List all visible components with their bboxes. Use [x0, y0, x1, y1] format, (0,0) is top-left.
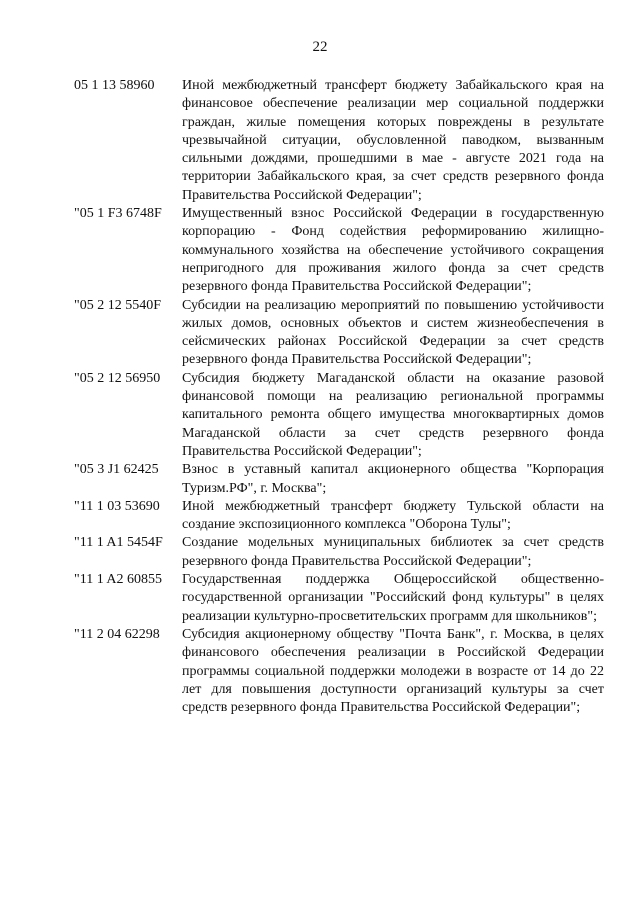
page-number: 22 [312, 39, 328, 55]
budget-code: "05 1 F3 6748F [74, 206, 162, 222]
list-item [74, 461, 604, 498]
budget-code: "11 2 04 62298 [74, 626, 160, 642]
budget-code: 05 1 13 58960 [74, 78, 155, 93]
budget-code-list [74, 77, 604, 717]
budget-description: Иной межбюджетный трансферт бюджету Тульской области на создание экспозиционного комплекса "Оборона Тулы"; [182, 498, 604, 533]
budget-description: Взнос в уставный капитал акционерного общества "Корпорация Туризм.РФ", г. Москва"; [182, 462, 604, 496]
budget-code: "11 1 A2 60855 [74, 572, 163, 588]
list-item [74, 534, 604, 571]
budget-code: "05 2 12 56950 [74, 370, 161, 386]
list-item [74, 370, 604, 461]
list-item [74, 571, 604, 626]
budget-code: "11 1 A1 5454F [74, 535, 163, 551]
budget-description: Субсидия акционерному обществу "Почта Банк", г. Москва, в целях финансового обеспечения реализации в Российской Федерации программы социальной поддержки молодежи в возрасте от 14 до 22 лет для повышения доступности организаций культуры за счет средств резервного фонда Правительства Российской Федерации"; [182, 626, 604, 716]
list-item [74, 205, 604, 296]
list-item [74, 77, 604, 205]
budget-code: "05 2 12 5540F [74, 297, 162, 313]
budget-code: "11 1 03 53690 [74, 498, 160, 514]
budget-description: Субсидии на реализацию мероприятий по повышению устойчивости жилых домов, основных объектов и систем жизнеобеспечения в сейсмических районах Российской Федерации за счет средств резервного фонда Правительства Российской Федерации"; [182, 297, 604, 368]
budget-description: Имущественный взнос Российской Федерации в государственную корпорацию - Фонд содействия реформированию жилищно-коммунального хозяйства на обеспечение устойчивого сокращения непригодного для проживания жилого фонда за счет средств резервного фонда Правительства Российской Федерации"; [182, 206, 604, 295]
budget-code: "05 3 J1 62425 [74, 462, 159, 478]
list-item [74, 498, 604, 535]
budget-description: Создание модельных муниципальных библиотек за счет средств резервного фонда Правительства Российской Федерации"; [182, 535, 604, 569]
budget-description: Субсидия бюджету Магаданской области на оказание разовой финансовой помощи на реализацию региональной программы капитального ремонта общего имущества многоквартирных домов Магаданской области за счет средств резервного фонда Правительства Российской Федерации"; [182, 370, 604, 459]
budget-description: Государственная поддержка Общероссийской общественно-государственной организации "Российский фонд культуры" в целях реализации культурно-просветительских программ для школьников"; [182, 572, 604, 624]
list-item [74, 626, 604, 717]
list-item [74, 297, 604, 370]
budget-description: Иной межбюджетный трансферт бюджету Забайкальского края на финансовое обеспечение реализации мер социальной поддержки граждан, жилые помещения которых повреждены в результате чрезвычайной ситуации, обусловленной паводком, вызванным сильными дождями, прошедшими в мае - августе 2021 года на территории Забайкальского края, за счет средств резервного фонда Правительства Российской Федерации"; [182, 78, 604, 203]
